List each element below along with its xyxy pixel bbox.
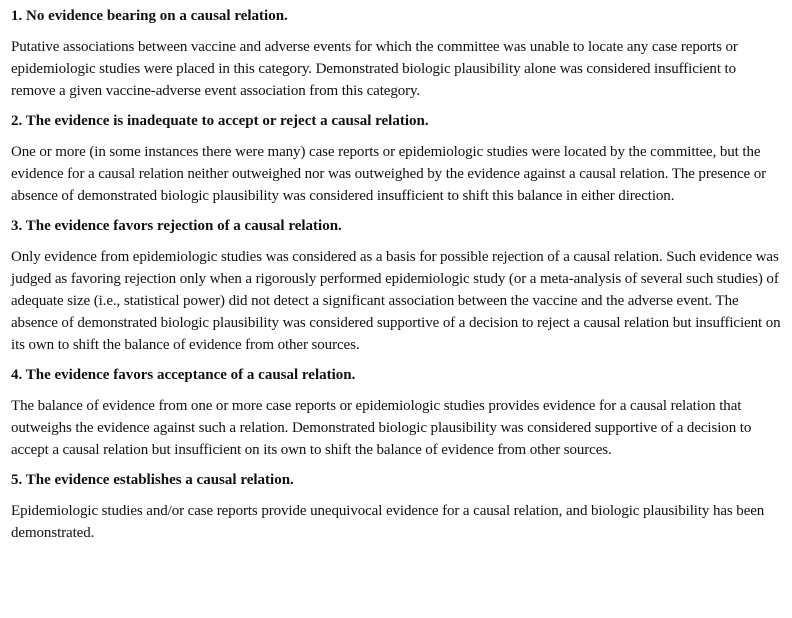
section-3 xyxy=(11,215,784,356)
section-4 xyxy=(11,364,784,461)
section-body: The balance of evidence from one or more case reports or epidemiologic studies provides evidence for a causal relation that outweighs the evidence against such a relation. Demonstrated biologic plausibility was considered supportive of a decision to accept a causal relation but insufficient on its own to shift the balance of evidence from other sources. xyxy=(11,398,752,458)
section-body: Putative associations between vaccine and adverse events for which the committee was unable to locate any case reports or epidemiologic studies were placed in this category. Demonstrated biologic plausibility alone was considered insufficient to remove a given vaccine-adverse event association from this category. xyxy=(11,39,738,99)
section-2 xyxy=(11,110,784,207)
section-heading: 1. No evidence bearing on a causal relation. xyxy=(11,8,288,24)
section-heading: 4. The evidence favors acceptance of a causal relation. xyxy=(11,367,356,383)
section-body: Epidemiologic studies and/or case reports provide unequivocal evidence for a causal relation, and biologic plausibility has been demonstrated. xyxy=(11,503,765,541)
section-heading: 5. The evidence establishes a causal relation. xyxy=(11,472,294,488)
section-5 xyxy=(11,469,784,544)
section-heading: 2. The evidence is inadequate to accept or reject a causal relation. xyxy=(11,113,429,129)
section-heading: 3. The evidence favors rejection of a causal relation. xyxy=(11,218,342,234)
section-body: Only evidence from epidemiologic studies was considered as a basis for possible rejection of a causal relation. Such evidence was judged as favoring rejection only when a rigorously performed epidemiologic study (or a meta-analysis of several such studies) of adequate size (i.e., statistical power) did not detect a significant association between the vaccine and the adverse event. The absence of demonstrated biologic plausibility was considered supportive of a decision to reject a causal relation but insufficient on its own to shift the balance of evidence from other sources. xyxy=(11,249,781,353)
section-1 xyxy=(11,5,784,102)
section-body: One or more (in some instances there were many) case reports or epidemiologic studies were located by the committee, but the evidence for a causal relation neither outweighed nor was outweighed by the evidence against a causal relation. The presence or absence of demonstrated biologic plausibility was considered insufficient to shift this balance in either direction. xyxy=(11,144,767,204)
